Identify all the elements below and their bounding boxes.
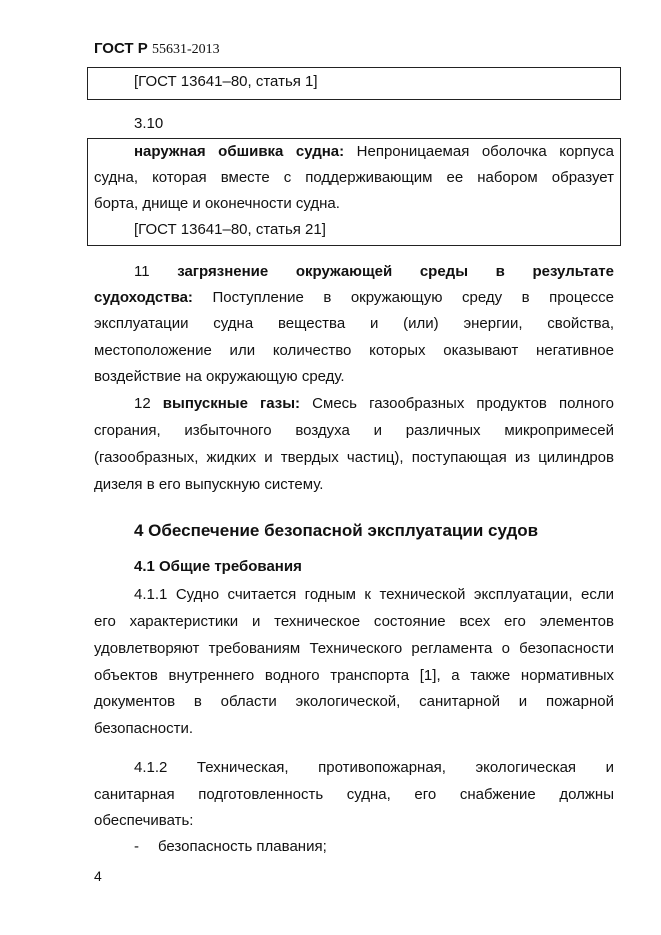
header-standard-prefix: ГОСТ Р — [94, 40, 148, 57]
para-4-1-1-line-3: удовлетворяют требованиям Технического регламента о безопасности — [94, 640, 614, 657]
term-12-line-1 — [134, 394, 614, 414]
term-11-line-1 — [134, 262, 614, 282]
page-header — [94, 40, 220, 58]
section-4-1-heading: 4.1 Общие требования — [134, 558, 302, 575]
term-11-title-1: загрязнение окружающей среды в результате — [177, 263, 614, 280]
term-3-10-line-3: борта, днище и оконечности судна. — [94, 195, 340, 212]
bullet-item-1: безопасность плавания; — [158, 838, 327, 855]
term-3-10-def-1: Непроницаемая оболочка корпуса — [356, 143, 614, 160]
reference-3-10: [ГОСТ 13641–80, статья 21] — [134, 221, 326, 238]
section-4-heading: 4 Обеспечение безопасной эксплуатации судов — [134, 521, 539, 540]
term-11-number: 11 — [134, 263, 150, 280]
term-11-line-4: местоположение или количество которых оказывают негативное — [94, 342, 614, 359]
term-3-10-line-1 — [134, 142, 614, 162]
para-4-1-2-line-1: 4.1.2 Техническая, противопожарная, экологическая и — [134, 759, 614, 776]
term-11-title-2: судоходства: — [94, 289, 193, 306]
term-3-10-line-2: судна, которая вместе с поддерживающим ее набором образует — [94, 169, 614, 186]
term-12-title: выпускные газы: — [162, 395, 301, 412]
para-4-1-1-line-1: 4.1.1 Судно считается годным к технической эксплуатации, если — [134, 586, 614, 603]
term-12-line-2: сгорания, избыточного воздуха и различных микропримесей — [94, 422, 614, 439]
term-number-3-10: 3.10 — [134, 115, 164, 132]
para-4-1-2-line-3: обеспечивать: — [94, 812, 194, 829]
reference-1: [ГОСТ 13641–80, статья 1] — [134, 73, 318, 90]
term-11-def-1: Поступление в окружающую среду в процессе — [212, 289, 614, 306]
para-4-1-1-line-5: документов в области экологической, санитарной и пожарной — [94, 693, 614, 710]
para-4-1-1-line-4: объектов внутреннего водного транспорта [1], а также нормативных — [94, 667, 614, 684]
term-12-def-1: Смесь газообразных продуктов полного — [312, 395, 615, 412]
term-12-line-3: (газообразных, жидких и твердых частиц), поступающая из цилиндров — [94, 449, 614, 466]
term-11-line-5: воздействие на окружающую среду. — [94, 368, 345, 385]
header-standard-number: 55631-2013 — [151, 42, 220, 57]
para-4-1-1-line-6: безопасности. — [94, 720, 193, 737]
term-11-line-3: эксплуатации судна вещества и (или) энергии, свойства, — [94, 315, 614, 332]
term-11-line-2 — [94, 288, 614, 308]
para-4-1-2-line-2: санитарная подготовленность судна, его снабжение должны — [94, 786, 614, 803]
page-number: 4 — [94, 868, 102, 884]
term-3-10-title: наружная обшивка судна: — [134, 143, 345, 160]
para-4-1-1-line-2: его характеристики и техническое состояние всех его элементов — [94, 613, 614, 630]
term-12-line-4: дизеля в его выпускную систему. — [94, 476, 324, 493]
bullet-dash: - — [134, 838, 139, 855]
term-12-number: 12 — [134, 395, 151, 412]
